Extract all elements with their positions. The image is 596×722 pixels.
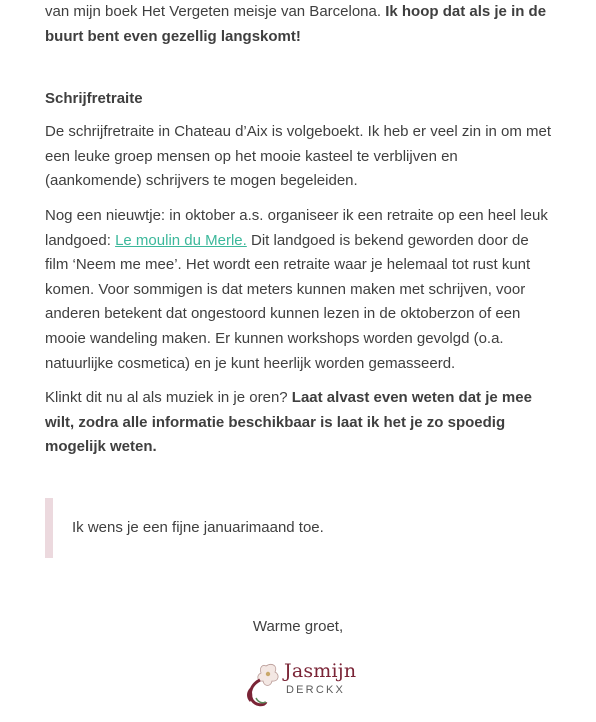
intro-bold-text: Ik hoop dat als je in de buurt bent even gezellig langskomt! — [45, 3, 547, 45]
intro-text: van mijn boek Het Vergeten meisje van Barcelona. — [45, 3, 386, 20]
retreat-paragraph-1: De schrijfretraite in Chateau d’Aix is volgeboekt. Ik heb er veel zin in om met een leuke groep mensen op het mooie kasteel te verblijven en (aankomende) schrijvers te mogen begeleiden. — [45, 123, 552, 190]
moulin-du-merle-link[interactable]: Le moulin du Merle. — [115, 231, 247, 249]
section-heading: Schrijfretraite — [45, 90, 143, 107]
retreat-paragraph-2-intro: Nog een nieuwtje: in oktober a.s. organiseer ik een retraite op een heel leuk landgoed: — [45, 207, 548, 249]
retreat-paragraph-3-question: Klinkt dit nu al als muziek in je oren? — [45, 389, 292, 406]
quote-block — [45, 498, 555, 558]
retreat-paragraph-3 — [45, 386, 555, 460]
logo-name: Jasmijn — [284, 660, 357, 682]
flower-icon — [244, 658, 284, 708]
retreat-paragraph-3-bold: Laat alvast even weten dat je mee wilt, zodra alle informatie beschikbaar is laat ik het je zo spoedig mogelijk weten. — [45, 389, 532, 456]
retreat-paragraph-2 — [45, 204, 555, 376]
quote-text: Ik wens je een fijne januarimaand toe. — [72, 519, 324, 536]
retreat-paragraph-2-body: Dit landgoed is bekend geworden door de film ‘Neem me mee’. Het wordt een retraite waar je helemaal tot rust kunt komen. Voor sommigen is dat meters kunnen maken met schrijven, voor anderen betekent dat ongestoord kunnen lezen in de oktoberzon of een mooie wandeling maken. Er kunnen workshops worden gevolgd (o.a. natuurlijke cosmetica) en je kunt heerlijk worden gemasseerd. — [45, 231, 531, 372]
logo-surname: DERCKX — [286, 684, 346, 696]
logo — [244, 656, 357, 710]
intro-paragraph — [45, 0, 555, 49]
signoff-text: Warme groet, — [252, 618, 344, 635]
